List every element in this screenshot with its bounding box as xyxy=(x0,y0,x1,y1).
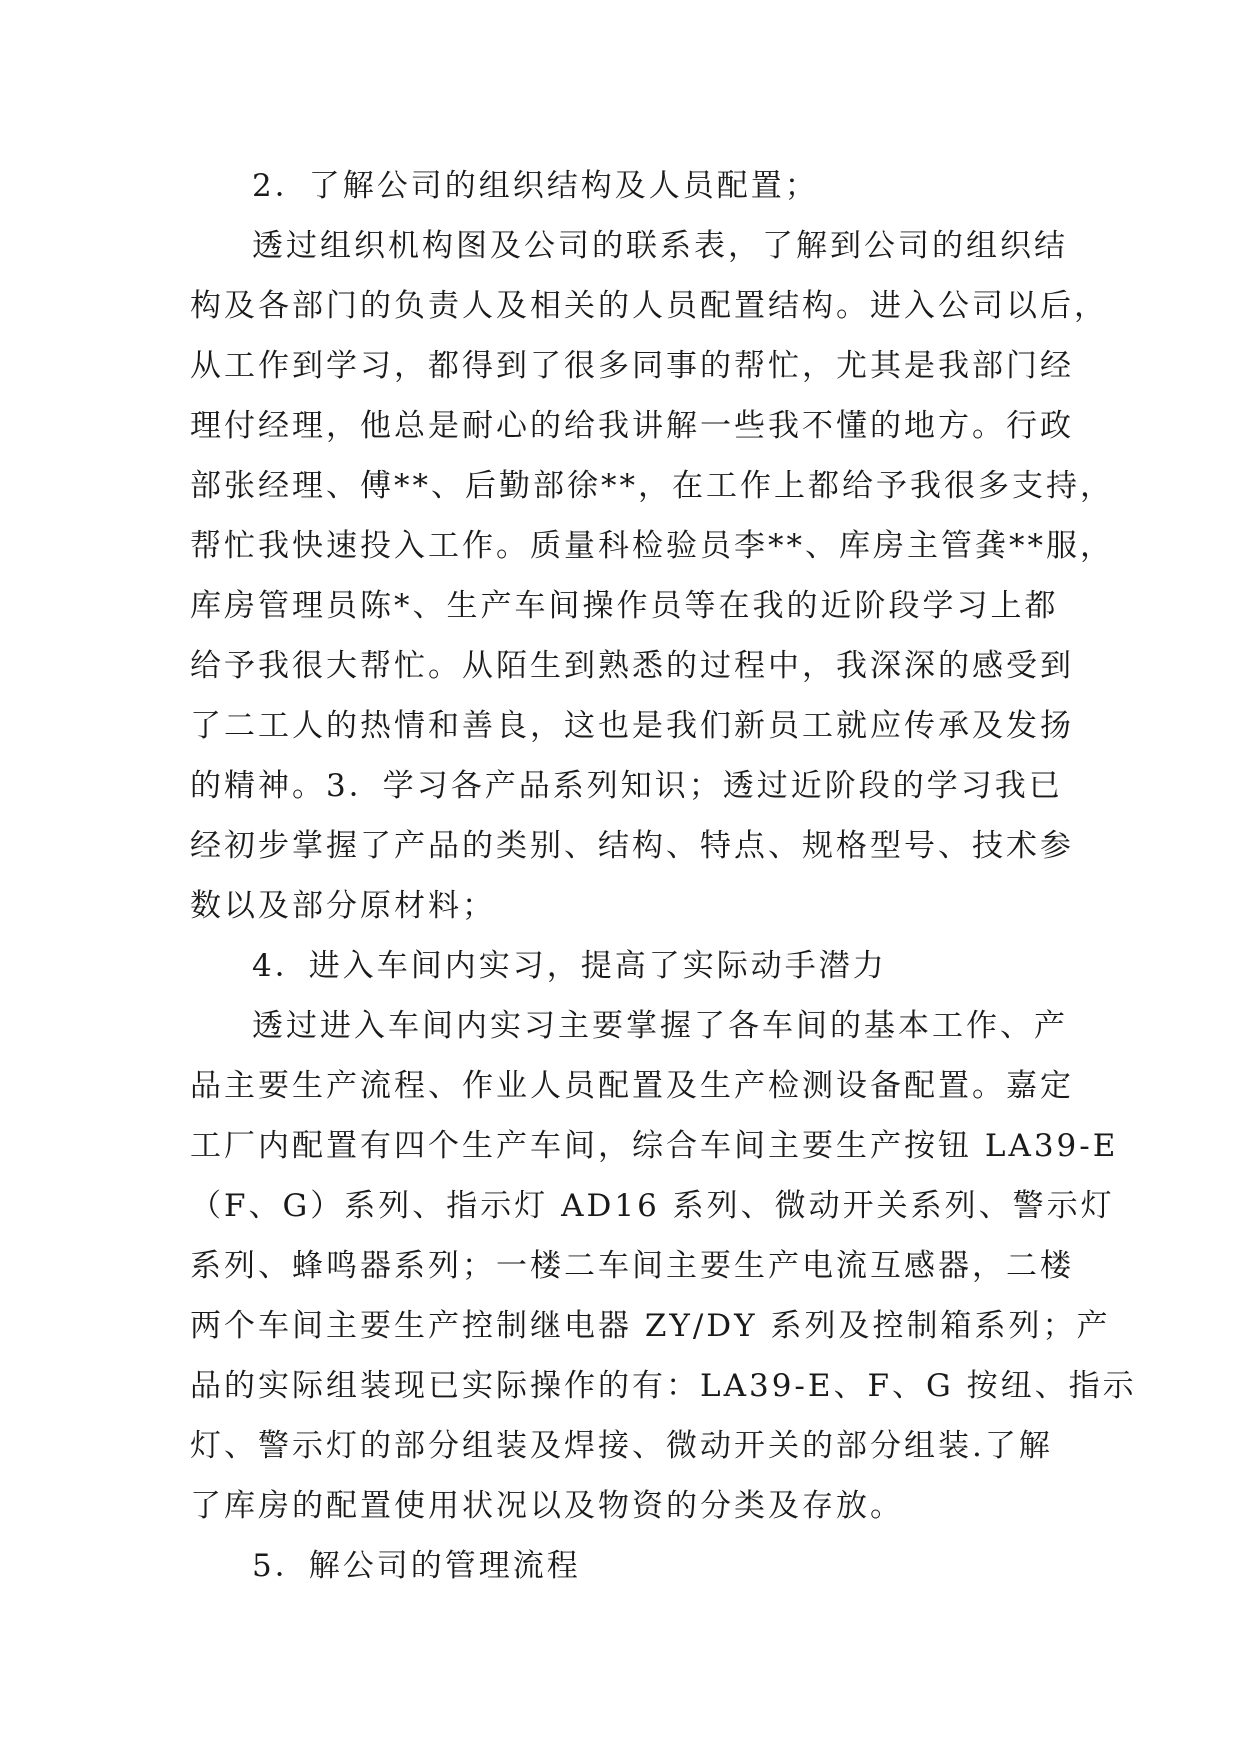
paragraph-line: 部张经理、傅**、后勤部徐**，在工作上都给予我很多支持， xyxy=(190,468,1114,504)
heading-management-process: 5．解公司的管理流程 xyxy=(252,1548,581,1584)
paragraph-line: 两个车间主要生产控制继电器 ZY/DY 系列及控制箱系列；产 xyxy=(190,1308,1111,1344)
paragraph-line: 品的实际组装现已实际操作的有：LA39-E、F、G 按纽、指示 xyxy=(190,1368,1137,1404)
heading-workshop-practice: 4．进入车间内实习，提高了实际动手潜力 xyxy=(252,948,887,984)
paragraph-line: 数以及部分原材料； xyxy=(190,888,496,924)
paragraph-line: 了二工人的热情和善良，这也是我们新员工就应传承及发扬 xyxy=(190,708,1074,744)
paragraph-line: 给予我很大帮忙。从陌生到熟悉的过程中，我深深的感受到 xyxy=(190,648,1074,684)
paragraph-line: 透过组织机构图及公司的联系表，了解到公司的组织结 xyxy=(252,228,1068,264)
paragraph-line: 构及各部门的负责人及相关的人员配置结构。进入公司以后， xyxy=(190,288,1108,324)
paragraph-line: 工厂内配置有四个生产车间，综合车间主要生产按钮 LA39-E xyxy=(190,1128,1119,1164)
paragraph-line: 系列、蜂鸣器系列；一楼二车间主要生产电流互感器，二楼 xyxy=(190,1248,1074,1284)
paragraph-line: 经初步掌握了产品的类别、结构、特点、规格型号、技术参 xyxy=(190,828,1074,864)
paragraph-line: 品主要生产流程、作业人员配置及生产检测设备配置。嘉定 xyxy=(190,1068,1074,1104)
paragraph-line: （F、G）系列、指示灯 AD16 系列、微动开关系列、警示灯 xyxy=(190,1188,1115,1224)
paragraph-line: 的精神。3．学习各产品系列知识；透过近阶段的学习我已 xyxy=(190,768,1063,804)
paragraph-line: 从工作到学习，都得到了很多同事的帮忙，尤其是我部门经 xyxy=(190,348,1074,384)
paragraph-line: 库房管理员陈*、生产车间操作员等在我的近阶段学习上都 xyxy=(190,588,1059,624)
paragraph-line: 帮忙我快速投入工作。质量科检验员李**、库房主管龚**服， xyxy=(190,528,1114,564)
paragraph-line: 理付经理，他总是耐心的给我讲解一些我不懂的地方。行政 xyxy=(190,408,1074,444)
paragraph-line: 了库房的配置使用状况以及物资的分类及存放。 xyxy=(190,1488,904,1524)
paragraph-line: 透过进入车间内实习主要掌握了各车间的基本工作、产 xyxy=(252,1008,1068,1044)
paragraph-line: 灯、警示灯的部分组装及焊接、微动开关的部分组装.了解 xyxy=(190,1428,1053,1464)
heading-org-structure: 2．了解公司的组织结构及人员配置； xyxy=(252,168,819,204)
